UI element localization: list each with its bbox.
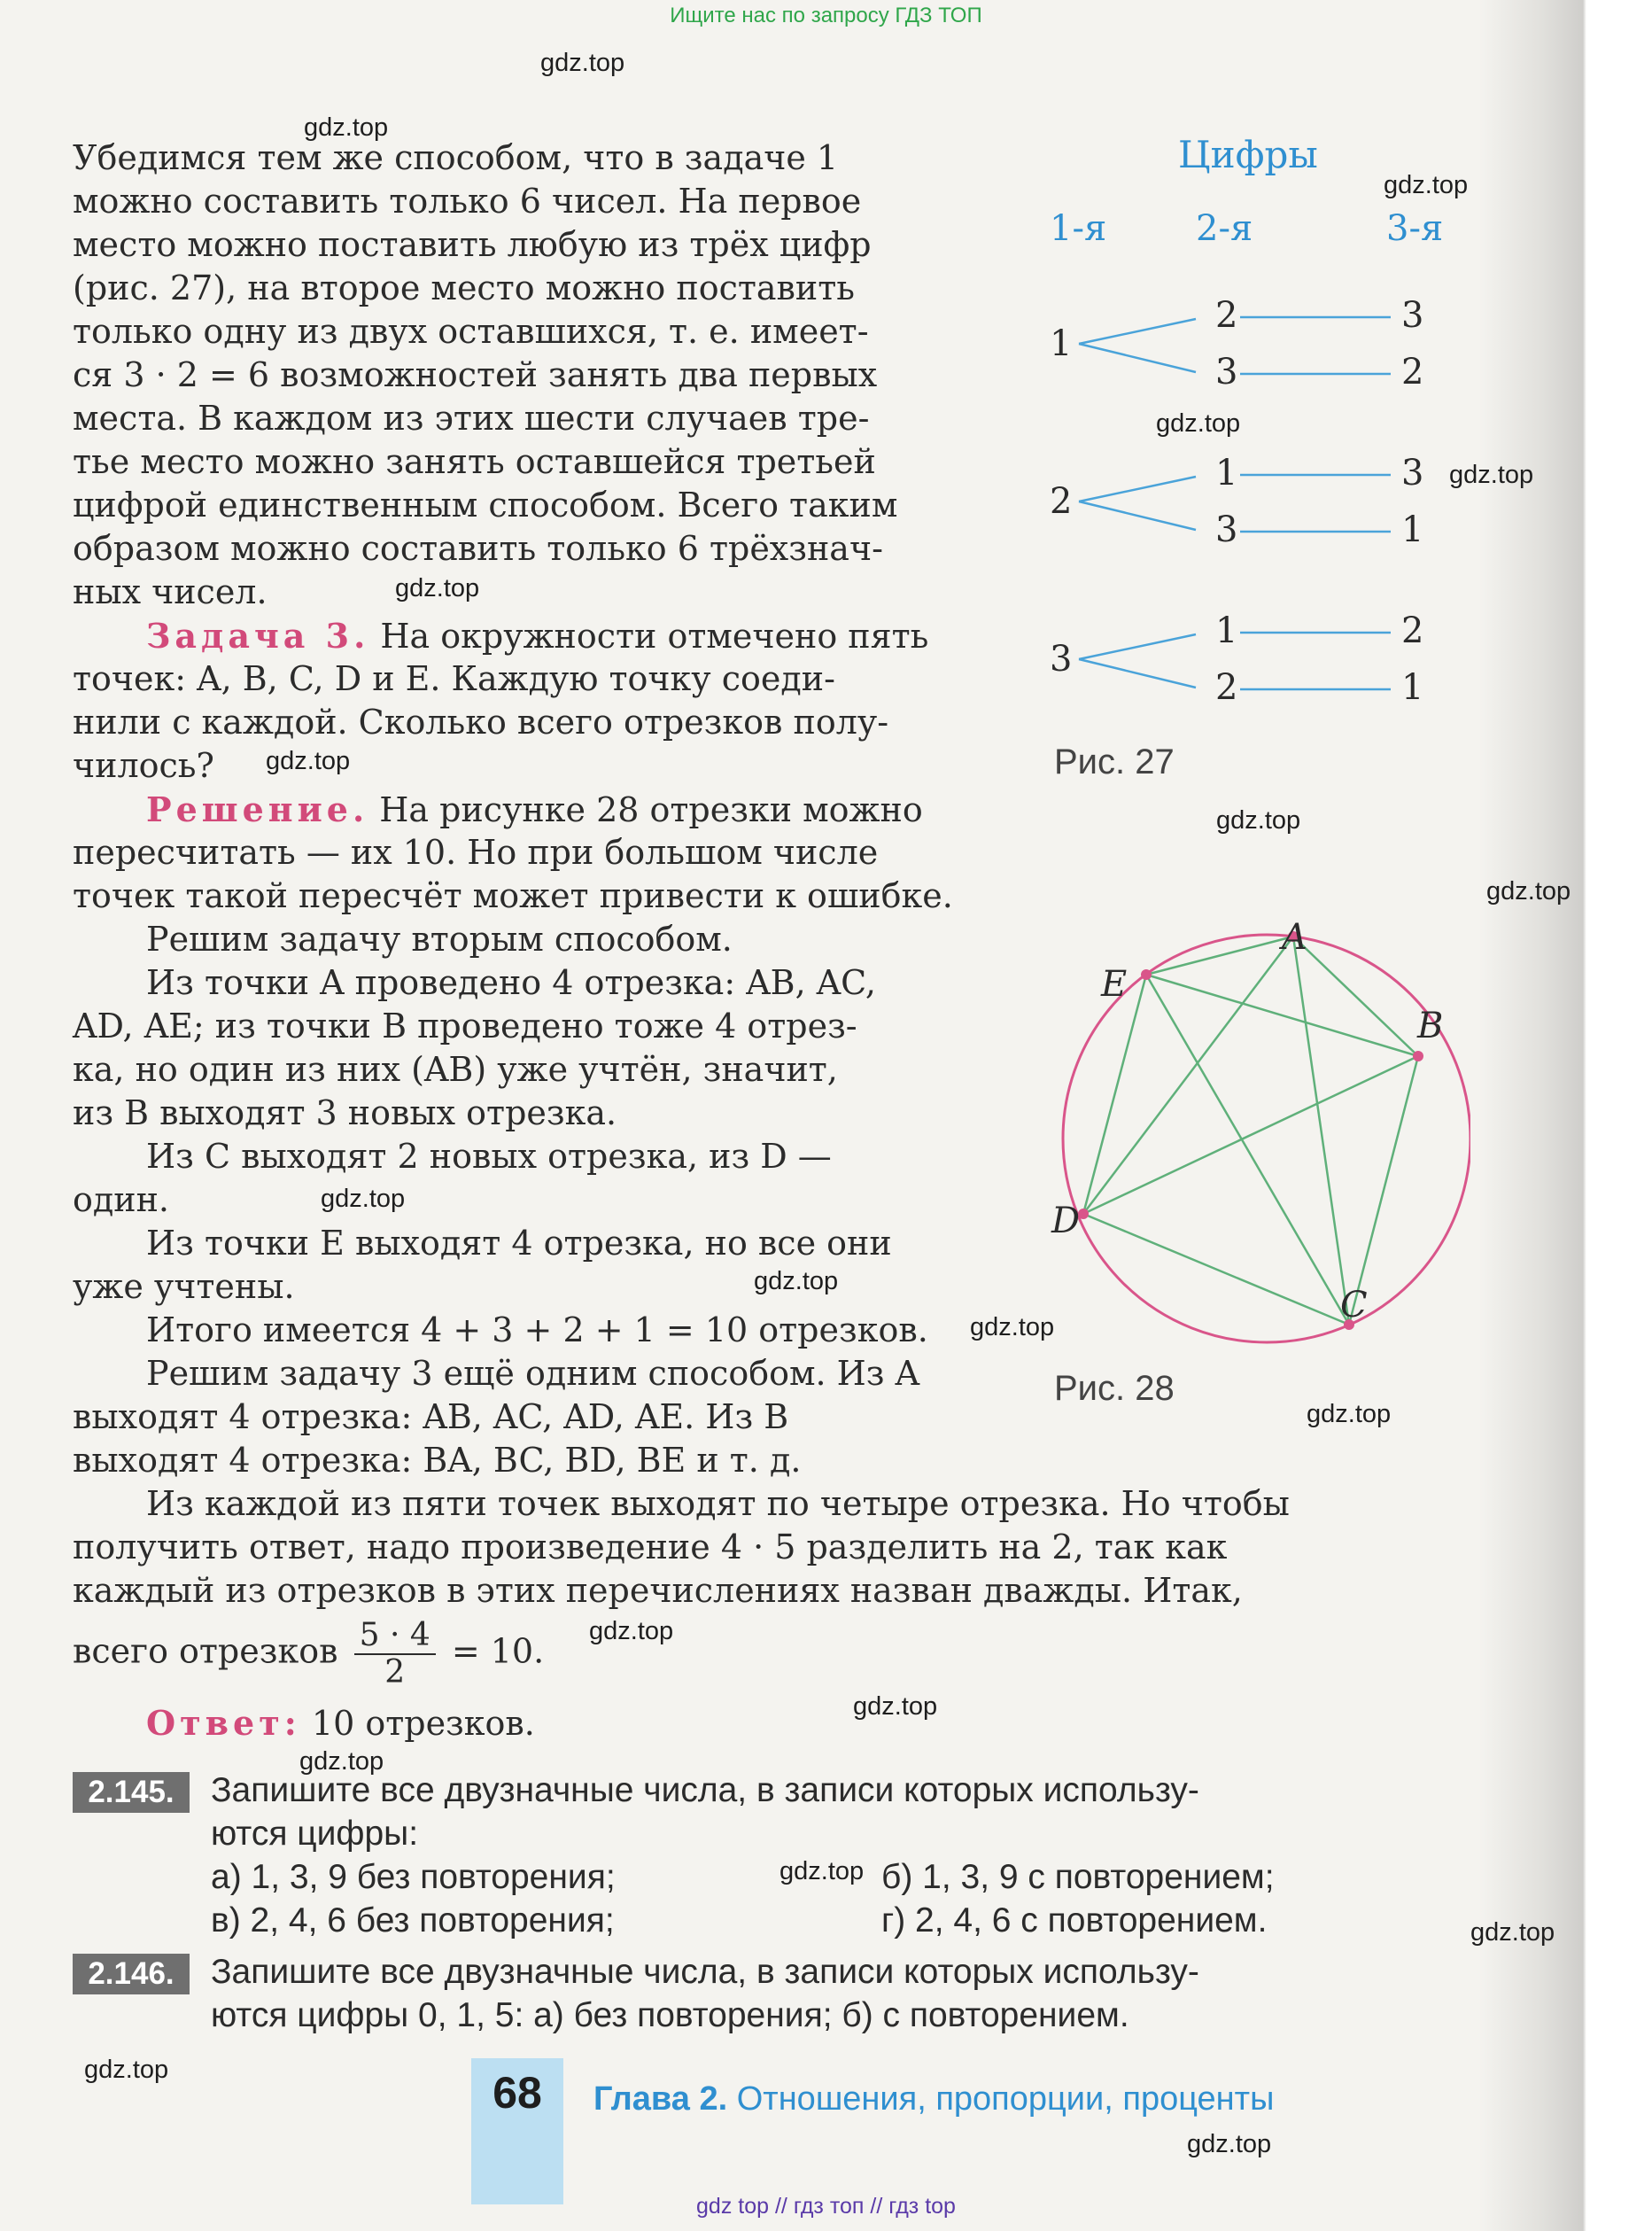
text-line: выходят 4 отрезка: AB, AC, AD, AE. Из B <box>73 1397 789 1436</box>
segment-ae <box>1146 937 1293 975</box>
fig27-digit: 2 <box>1401 352 1424 393</box>
text-line: образом можно составить только 6 трёхзнач- <box>73 529 883 568</box>
fig27-column-label: 1-я <box>1050 208 1107 249</box>
watermark: gdz.top <box>1384 171 1469 199</box>
fig27-column-label: 3-я <box>1386 208 1444 249</box>
exercise-option: в) 2, 4, 6 без повторения; <box>211 1901 615 1939</box>
text-line: из B выходят 3 новых отрезка. <box>73 1093 617 1132</box>
text-line: один. <box>73 1180 170 1219</box>
watermark: gdz.top <box>304 113 389 142</box>
watermark: gdz.top <box>1156 409 1241 438</box>
text-line: каждый из отрезков в этих перечислениях назван дважды. Итак, <box>73 1571 1243 1610</box>
solution-text: На рисунке 28 отрезки можно <box>379 790 923 829</box>
segment-ac <box>1293 937 1349 1325</box>
fraction-denominator: 2 <box>384 1654 406 1691</box>
fig27-digit: 3 <box>1050 639 1073 680</box>
fig27-digit: 3 <box>1215 352 1238 393</box>
text-line: нили с каждой. Сколько всего отрезков полу- <box>73 703 889 742</box>
page-edge-shadow <box>1479 0 1652 2231</box>
answer-label: Ответ: <box>146 1703 301 1743</box>
fig27-digit: 3 <box>1401 295 1424 336</box>
watermark: gdz.top <box>299 1747 384 1776</box>
watermark: gdz.top <box>1307 1400 1392 1428</box>
text-line: AD, AE; из точки B проведено тоже 4 отрез- <box>73 1007 857 1046</box>
text-line: чилось? <box>73 746 214 785</box>
solution-heading <box>146 788 923 832</box>
total-line <box>73 1618 544 1691</box>
text-line: Из каждой из пяти точек выходят по четыре отрезка. Но чтобы <box>146 1484 1290 1523</box>
fraction-numerator: 5 · 4 <box>354 1618 436 1655</box>
fig27-digit: 2 <box>1215 295 1238 336</box>
watermark: gdz.top <box>84 2056 169 2084</box>
exercise-text: Запишите все двузначные числа, в записи которых использу- <box>211 1953 1199 1991</box>
watermark: gdz.top <box>589 1617 674 1645</box>
text-line: тье место можно занять оставшейся третьей <box>73 442 876 481</box>
watermark: gdz.top <box>395 574 480 602</box>
text-line: Решим задачу вторым способом. <box>146 920 733 959</box>
answer-text: 10 отрезков. <box>311 1704 535 1743</box>
chapter-label: Глава 2. <box>593 2080 728 2118</box>
watermark: gdz.top <box>1470 1918 1555 1947</box>
task-label: Задача 3. <box>146 616 370 656</box>
chapter-footer <box>593 2080 1274 2118</box>
exercise-text: Запишите все двузначные числа, в записи которых использу- <box>211 1771 1199 1809</box>
text-line: Из C выходят 2 новых отрезка, из D — <box>146 1137 832 1176</box>
exercise-text: ются цифры: <box>211 1815 419 1853</box>
text-line: цифрой единственным способом. Всего таким <box>73 486 898 525</box>
fig27-digit: 2 <box>1401 610 1424 651</box>
page-number: 68 <box>492 2068 542 2118</box>
solution-label: Решение. <box>146 789 369 829</box>
fig27-column-label: 2-я <box>1196 208 1253 249</box>
text-line: получить ответ, надо произведение 4 · 5 разделить на 2, так как <box>73 1527 1228 1566</box>
segment-cd <box>1083 1214 1349 1325</box>
text-line: только одну из двух оставшихся, т. е. имеет- <box>73 312 869 351</box>
top-banner: Ищите нас по запросу ГДЗ ТОП <box>670 4 982 27</box>
text-line: места. В каждом из этих шести случаев тре- <box>73 399 870 438</box>
exercise-text: ются цифры 0, 1, 5: а) без повторения; б) с повторением. <box>211 1996 1129 2034</box>
text-line: Убедимся тем же способом, что в задаче 1 <box>73 138 839 177</box>
fig27-tree-lines <box>1036 284 1444 709</box>
fraction <box>354 1618 436 1691</box>
watermark: gdz.top <box>1216 806 1301 835</box>
fig27-digit: 3 <box>1215 509 1238 550</box>
watermark: gdz.top <box>970 1313 1055 1341</box>
text-line: точек: A, B, C, D и E. Каждую точку соеди- <box>73 659 835 698</box>
watermark: gdz.top <box>853 1692 938 1721</box>
text-line: (рис. 27), на второе место можно поставить <box>73 268 855 307</box>
text-line: Решим задачу 3 ещё одним способом. Из A <box>146 1354 920 1393</box>
text-line: ных чисел. <box>73 572 268 611</box>
watermark: gdz.top <box>754 1267 839 1295</box>
fig27-caption: Рис. 27 <box>1054 742 1175 781</box>
fig27-digit: 1 <box>1401 509 1424 550</box>
segment-de <box>1083 975 1146 1214</box>
point-label-b: B <box>1417 1006 1444 1046</box>
text-line: место можно поставить любую из трёх цифр <box>73 225 872 264</box>
fig27-digit: 2 <box>1215 667 1238 708</box>
fig27-digit: 1 <box>1215 610 1238 651</box>
point-label-e: E <box>1101 964 1128 1005</box>
text-line: можно составить только 6 чисел. На первое <box>73 182 862 221</box>
fig27-digit: 1 <box>1050 323 1073 364</box>
task3-heading <box>146 614 928 658</box>
fig27-digit: 3 <box>1401 453 1424 494</box>
point-label-d: D <box>1051 1201 1081 1241</box>
exercise-option: а) 1, 3, 9 без повторения; <box>211 1858 616 1896</box>
watermark: gdz.top <box>266 747 351 775</box>
total-prefix: всего отрезков <box>73 1631 338 1671</box>
exercise-number-badge: 2.145. <box>73 1772 190 1813</box>
answer-line <box>146 1701 535 1745</box>
bottom-banner: gdz top // гдз топ // гдз top <box>696 2194 956 2219</box>
text-line: Из точки A проведено 4 отрезка: AB, AC, <box>146 963 876 1002</box>
exercise-option: б) 1, 3, 9 с повторением; <box>881 1858 1275 1896</box>
point-label-a: A <box>1282 917 1307 958</box>
watermark: gdz.top <box>1486 877 1571 906</box>
chapter-title: Отношения, пропорции, проценты <box>736 2080 1275 2118</box>
watermark: gdz.top <box>321 1185 406 1213</box>
watermark: gdz.top <box>779 1857 865 1885</box>
text-line: Итого имеется 4 + 3 + 2 + 1 = 10 отрезков. <box>146 1310 928 1349</box>
fig27-digit: 1 <box>1401 667 1424 708</box>
total-suffix: = 10. <box>451 1631 545 1671</box>
fig27-digit: 2 <box>1050 481 1073 522</box>
text-line: уже учтены. <box>73 1267 295 1306</box>
text-line: выходят 4 отрезка: BA, BC, BD, BE и т. д. <box>73 1441 802 1480</box>
text-line: Из точки E выходят 4 отрезка, но все они <box>146 1224 892 1263</box>
exercise-option: г) 2, 4, 6 с повторением. <box>881 1901 1268 1939</box>
watermark: gdz.top <box>1449 461 1534 489</box>
watermark: gdz.top <box>540 49 625 77</box>
exercise-number-badge: 2.146. <box>73 1954 190 1994</box>
fig27-digit: 1 <box>1215 453 1238 494</box>
watermark: gdz.top <box>1187 2130 1272 2158</box>
text-line: пересчитать — их 10. Но при большом числе <box>73 833 879 872</box>
text-line: ся 3 · 2 = 6 возможностей занять два первых <box>73 355 878 394</box>
task-text: На окружности отмечено пять <box>380 617 929 656</box>
fig27-title: Цифры <box>1178 133 1318 176</box>
text-line: ка, но один из них (AB) уже учтён, значит, <box>73 1050 838 1089</box>
fig28-caption: Рис. 28 <box>1054 1369 1175 1408</box>
point-label-c: C <box>1340 1285 1368 1325</box>
segment-bd <box>1083 1056 1418 1214</box>
text-line: точек такой пересчёт может привести к ошибке. <box>73 876 953 915</box>
